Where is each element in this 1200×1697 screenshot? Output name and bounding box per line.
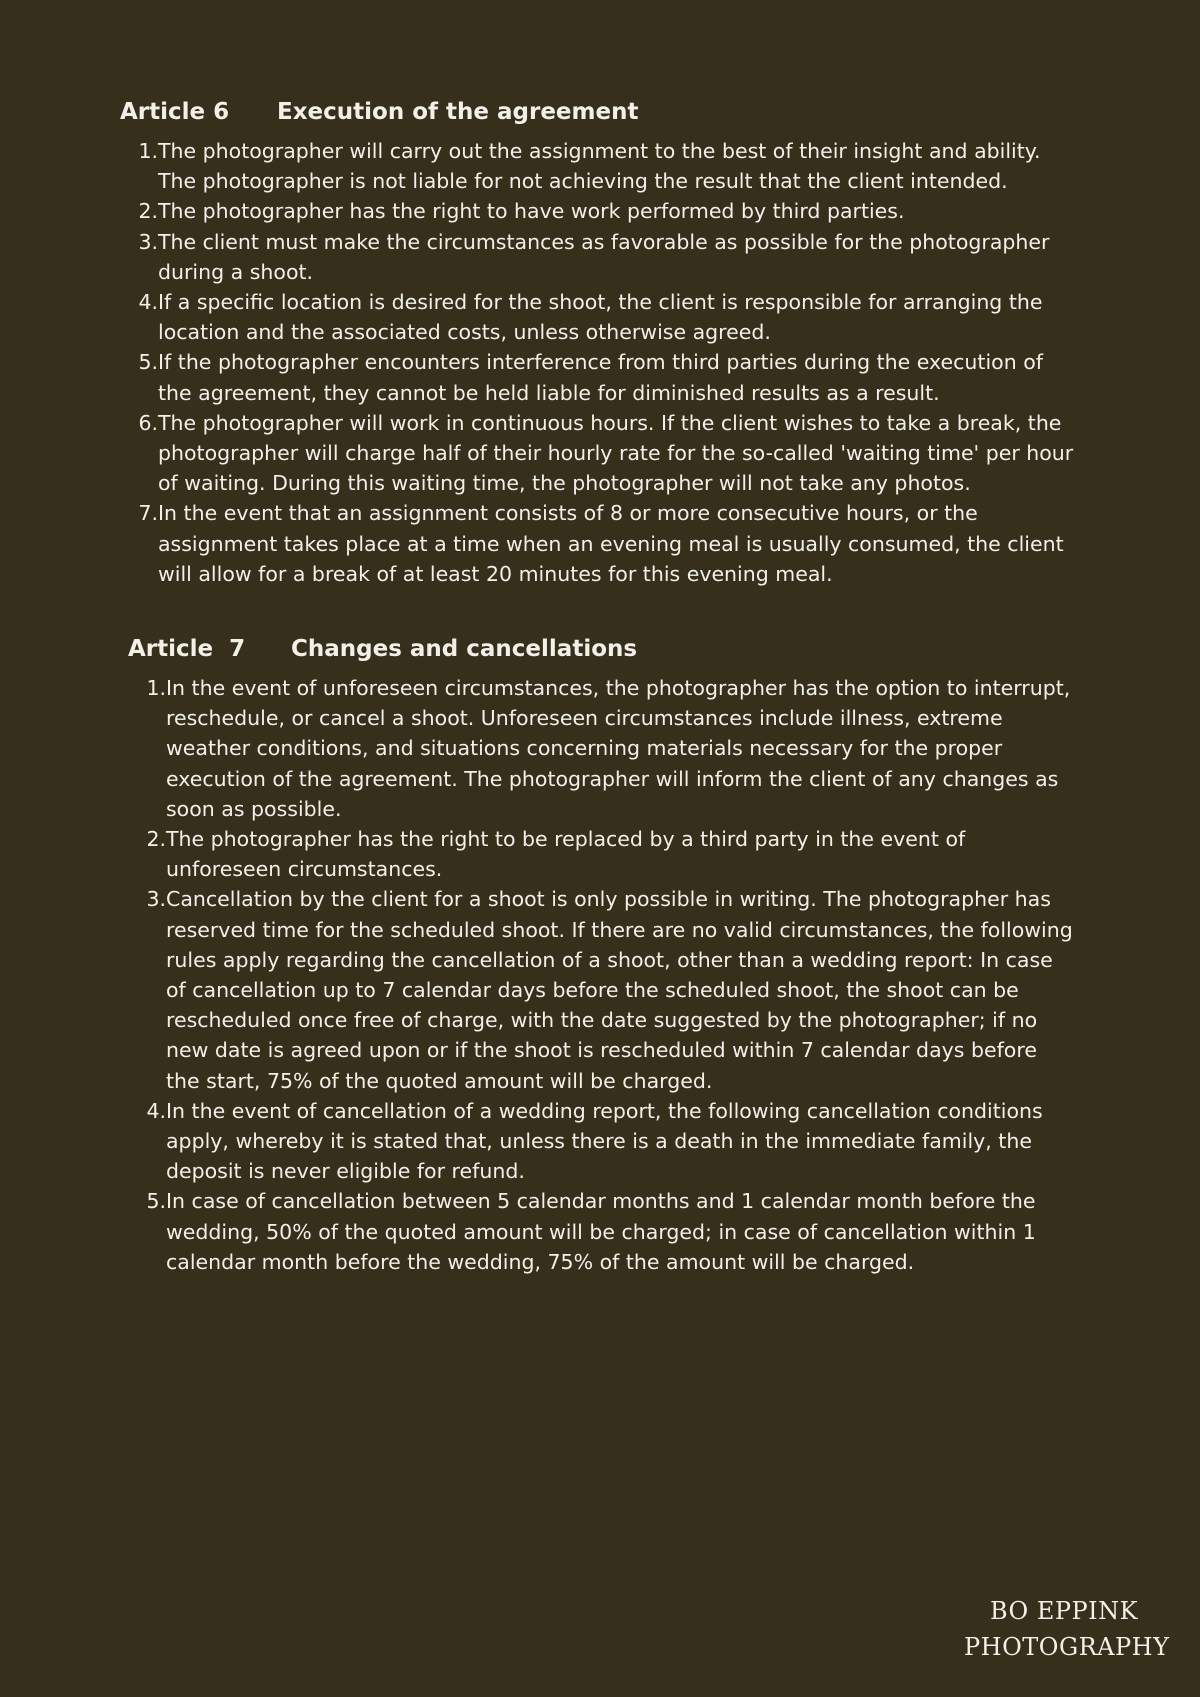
article-6-heading [120, 96, 1100, 128]
article-6-number: Article 6 [120, 99, 230, 125]
clause-text: Cancellation by the client for a shoot is only possible in writing. The photographer has reserved time for the scheduled shoot. If there are no valid circumstances, the following rules apply regarding the cancellation of a shoot, other than a wedding report: In case of cancellation up to 7 calendar days before the scheduled shoot, the shoot can be rescheduled once free of charge, with the date suggested by the photographer; if no new date is agreed upon or if the shoot is rescheduled within 7 calendar days before the start, 75% of the quoted amount will be charged. [166, 887, 1073, 1093]
clause-7-4: 4. In the event of cancellation of a wedding report, the following cancellation conditions apply, whereby it is stated that, unless there is a death in the immediate family, the deposit is never eligible for refund. [128, 1096, 1108, 1187]
brand-logo-line2: PHOTOGRAPHY [964, 1633, 1170, 1661]
clause-7-3: 3. Cancellation by the client for a shoot is only possible in writing. The photographer has reserved time for the scheduled shoot. If there are no valid circumstances, the following rules apply regarding the cancellation of a shoot, other than a wedding report: In case of cancellation up to 7 calendar days before the scheduled shoot, the shoot can be rescheduled once free of charge, with the date suggested by the photographer; if no new date is agreed upon or if the shoot is rescheduled within 7 calendar days before the start, 75% of the quoted amount will be charged. [128, 884, 1108, 1095]
clause-6-7: 7. In the event that an assignment consists of 8 or more consecutive hours, or the assignment takes place at a time when an evening meal is usually consumed, the client will allow for a break of at least 20 minutes for this evening meal. [120, 498, 1100, 589]
article-7-title: Changes and cancellations [291, 636, 638, 662]
clause-7-2: 2. The photographer has the right to be replaced by a third party in the event of unforeseen circumstances. [128, 824, 1108, 884]
article-6-title: Execution of the agreement [277, 99, 639, 125]
clause-6-3: 3. The client must make the circumstances as favorable as possible for the photographer during a shoot. [120, 227, 1100, 287]
clause-text: The photographer will carry out the assignment to the best of their insight and ability. The photographer is not liable for not achieving the result that the client intended. [158, 139, 1041, 194]
clause-text: In case of cancellation between 5 calendar months and 1 calendar month before the wedding, 50% of the quoted amount will be charged; in case of cancellation within 1 calendar month before the wedding, 75% of the amount will be charged. [166, 1189, 1036, 1274]
clause-6-5: 5. If the photographer encounters interference from third parties during the execution of the agreement, they cannot be held liable for diminished results as a result. [120, 347, 1100, 407]
clause-text: The client must make the circumstances as favorable as possible for the photographer during a shoot. [158, 229, 1050, 284]
clause-text: The photographer has the right to have work performed by third parties. [158, 199, 905, 224]
clause-6-4: 4. If a specific location is desired for the shoot, the client is responsible for arranging the location and the associated costs, unless otherwise agreed. [120, 287, 1100, 347]
clause-text: If a specific location is desired for the shoot, the client is responsible for arranging the location and the associated costs, unless otherwise agreed. [158, 290, 1043, 345]
clause-text: If the photographer encounters interference from third parties during the execution of the agreement, they cannot be held liable for diminished results as a result. [158, 350, 1043, 405]
article-6 [120, 96, 1100, 589]
clause-6-2: 2. The photographer has the right to have work performed by third parties. [120, 196, 1100, 226]
article-6-clauses [120, 136, 1100, 589]
clause-7-5: 5. In case of cancellation between 5 calendar months and 1 calendar month before the wedding, 50% of the quoted amount will be charged; in case of cancellation within 1 calendar month before the wedding, 75% of the amount will be charged. [128, 1186, 1108, 1277]
clause-text: In the event that an assignment consists of 8 or more consecutive hours, or the assignment takes place at a time when an evening meal is usually consumed, the client will allow for a break of at least 20 minutes for this evening meal. [158, 501, 1064, 586]
article-7-number: Article 7 [128, 636, 246, 662]
clause-text: The photographer will work in continuous hours. If the client wishes to take a break, the photographer will charge half of their hourly rate for the so-called 'waiting time' per hour of waiting. During this waiting time, the photographer will not take any photos. [158, 410, 1074, 496]
clause-text: In the event of unforeseen circumstances, the photographer has the option to interrupt, reschedule, or cancel a shoot. Unforeseen circumstances include illness, extreme weather conditions, and situations concerning materials necessary for the proper execution of the agreement. The photographer will inform the client of any changes as soon as possible. [166, 676, 1071, 821]
brand-logo-line1: BO EPPINK [989, 1597, 1139, 1625]
clause-6-1: 1. The photographer will carry out the assignment to the best of their insight and ability. The photographer is not liable for not achieving the result that the client intended. [120, 136, 1100, 196]
clause-text: In the event of cancellation of a wedding report, the following cancellation conditions apply, whereby it is stated that, unless there is a death in the immediate family, the deposit is never eligible for refund. [166, 1098, 1043, 1184]
article-7-heading [128, 633, 1108, 665]
clause-7-1: 1. In the event of unforeseen circumstances, the photographer has the option to interrupt, reschedule, or cancel a shoot. Unforeseen circumstances include illness, extreme weather conditions, and situations concerning materials necessary for the proper execution of the agreement. The photographer will inform the client of any changes as soon as possible. [128, 673, 1108, 824]
brand-logo [964, 1593, 1170, 1665]
clause-6-6: 6. The photographer will work in continuous hours. If the client wishes to take a break, the photographer will charge half of their hourly rate for the so-called 'waiting time' per hour of waiting. During this waiting time, the photographer will not take any photos. [120, 408, 1100, 499]
article-7 [128, 633, 1108, 1277]
article-7-clauses [128, 673, 1108, 1277]
clause-text: The photographer has the right to be replaced by a third party in the event of unforeseen circumstances. [166, 827, 966, 882]
